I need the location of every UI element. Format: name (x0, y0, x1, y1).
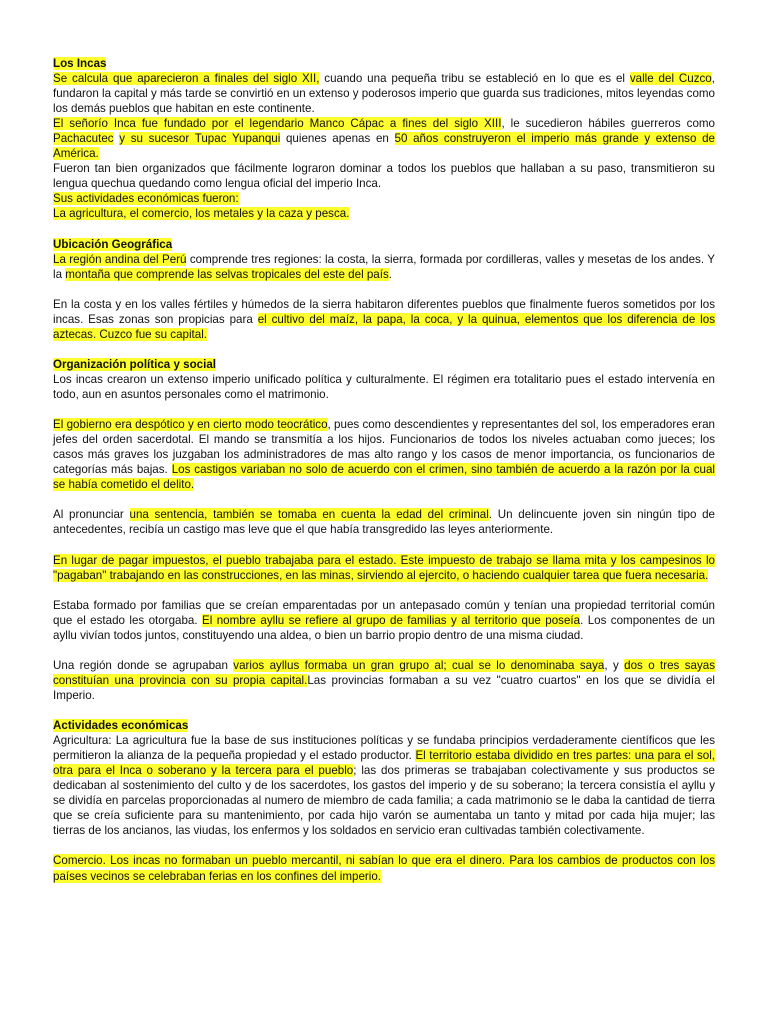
paragraph (53, 71, 715, 116)
text-run: , y (604, 658, 625, 672)
highlighted-text: una sentencia, también se tomaba en cuenta la edad del criminal (129, 508, 489, 522)
document-page (53, 56, 715, 884)
highlighted-text: Sus actividades económicas fueron: (53, 192, 239, 206)
text-run: ; las dos primeras se trabajaban colectivamente y sus productos se dedicaban al sostenimiento del culto y de los sacerdotes, los gastos del imperio y de su soberano; la tercera consistía el ayllu y se dividía en parcelas proporcionadas al numero de miembro de cada familia; a cada matrimonio se le daba la cantidad de tierra que se creía suficiente para su mantenimiento, por cada hijo varón se aumentaba un tanto y mitad por cada hija mujer; las tierras de los ancianos, las viudas, los enfermos y los soldados en servicio eran cultivadas también colectivamente. (53, 764, 715, 838)
highlighted-text: El nombre ayllu se refiere al grupo de familias y al territorio que poseía (201, 613, 581, 627)
text-run: . Los componentes de un ayllu vivían todos juntos, constituyendo una aldea, o bien un barrio propio dentro de una misma ciudad. (53, 613, 715, 642)
section-heading: Ubicación Geográfica (53, 237, 173, 251)
text-run: Fueron tan bien organizados que fácilmente lograron dominar a todos los pueblos que hallaban a su paso, transmitieron su lengua quechua quedando como lengua oficial del imperio Inca. (53, 162, 715, 191)
blank-line (53, 282, 715, 297)
text-run: quienes apenas en (280, 132, 395, 146)
section-heading: Los Incas (53, 57, 107, 70)
text-run: Agricultura: La agricultura fue la base de sus instituciones políticas y se fundaba principios verdaderamente científicos que les permitieron la alianza de la pequeña propiedad y el estado productor. (53, 734, 715, 763)
highlighted-text: La agricultura, el comercio, los metales y la caza y pesca. (53, 207, 350, 221)
text-run: En la costa y en los valles fértiles y húmedos de la sierra habitaron diferentes pueblos que finalmente fueros sometidos por los incas. Esas zonas son propicias para (53, 297, 715, 326)
blank-line (53, 583, 715, 598)
highlighted-text: el cultivo del maíz, la papa, la coca, y la quinua, elementos que los diferencia de los aztecas. Cuzco fue su capital. (53, 312, 716, 341)
blank-line (53, 643, 715, 658)
highlighted-text: Comercio. Los incas no formaban un pueblo mercantil, ni sabían lo que era el dinero. Para los cambios de productos con los países vecinos se celebraban ferias en los confines del imperio. (53, 854, 715, 883)
paragraph (53, 598, 715, 643)
highlighted-text: El territorio estaba dividido en tres partes: una para el sol, otra para el Inca o soberano y la tercera para el pueblo (53, 749, 715, 778)
paragraph (53, 733, 715, 838)
paragraph (53, 116, 715, 161)
paragraph (53, 853, 715, 883)
text-run: Una región donde se agrupaban (53, 658, 234, 672)
highlighted-text: dos o tres sayas constituían una provincia con su propia capital. (53, 658, 715, 687)
text-run: cuando una pequeña tribu se estableció en lo que es el (319, 72, 630, 86)
text-run: , pues como descendientes y representantes del sol, los emperadores eran jefes del orden sacerdotal. El mando se transmitía a los hijos. Funcionarios de todos los niveles actuaban como jueces; los casos más graves los juzgaban los administradores de mas alto rango y los casos de menor importancia, os funcionarios de categorías más bajas. (53, 418, 715, 477)
text-run: , le sucedieron hábiles guerreros como (501, 117, 715, 131)
section-heading: Actividades económicas (53, 719, 189, 733)
highlighted-text: La región andina del Perú (53, 252, 187, 266)
paragraph (53, 297, 715, 342)
highlighted-text: Los castigos variaban no solo de acuerdo con el crimen, sino también de acuerdo a la razón por la cual se había cometido el delito. (53, 463, 715, 492)
text-run: Las provincias formaban a su vez "cuatro cuartos" en los que se dividía el Imperio. (53, 673, 715, 702)
blank-line (53, 492, 715, 507)
paragraph (53, 507, 715, 537)
text-run: comprende tres regiones: la costa, la sierra, formada por cordilleras, valles y mesetas de los andes. Y la (53, 252, 715, 281)
text-run: Estaba formado por familias que se creían emparentadas por un antepasado común y tenían una propiedad territorial común que el estado les otorgaba. (53, 598, 715, 627)
highlighted-text: Se calcula que aparecieron a finales del siglo XII, (53, 72, 320, 86)
highlighted-text: valle del Cuzco (629, 72, 712, 86)
highlighted-text: Pachacutec (53, 132, 114, 146)
blank-line (53, 538, 715, 553)
highlighted-text: 50 años construyeron el imperio más grande y extenso de América. (53, 132, 715, 161)
paragraph (53, 417, 715, 492)
text-run: Al pronunciar (53, 508, 130, 522)
paragraph (53, 161, 715, 191)
text-run: . (388, 267, 393, 281)
paragraph (53, 372, 715, 402)
blank-line (53, 402, 715, 417)
blank-line (53, 703, 715, 718)
highlighted-text: varios ayllus formaba un gran grupo al; cual se lo denominaba saya (233, 658, 605, 672)
blank-line (53, 342, 715, 357)
highlighted-text: En lugar de pagar impuestos, el pueblo trabajaba para el estado. Este impuesto de trabajo se llama mita y los campesinos lo "pagaban" trabajando en las construcciones, en las minas, sirviendo al ejercito, o haciendo cualquier tarea que fuera necesaria. (53, 553, 715, 582)
paragraph (53, 553, 715, 583)
text-run: , fundaron la capital y más tarde se convirtió en un extenso y poderosos imperio que guarda sus tradiciones, mitos leyendas como los demás pueblos que habitan en este continente. (53, 72, 715, 116)
paragraph (53, 206, 715, 221)
text-run: Los incas crearon un extenso imperio unificado política y culturalmente. El régimen era totalitario pues el estado intervenía en todo, aun en asuntos personales como el matrimonio. (53, 372, 715, 402)
highlighted-text: y su sucesor Tupac Yupanqui (119, 132, 281, 146)
highlighted-text: El señorío Inca fue fundado por el legendario Manco Cápac a fines del siglo XIII (53, 117, 502, 131)
highlighted-text: montaña que comprende las selvas tropicales del este del país (65, 267, 389, 281)
paragraph (53, 658, 715, 703)
highlighted-text: El gobierno era despótico y en cierto modo teocrático (53, 418, 328, 432)
blank-line (53, 222, 715, 237)
blank-line (53, 838, 715, 853)
text-run: . Un delincuente joven sin ningún tipo de antecedentes, recibía un castigo mas leve que el que había transgredido las leyes anteriormente. (53, 508, 715, 537)
paragraph (53, 252, 715, 282)
paragraph (53, 191, 715, 206)
section-heading: Organización política y social (53, 357, 217, 371)
